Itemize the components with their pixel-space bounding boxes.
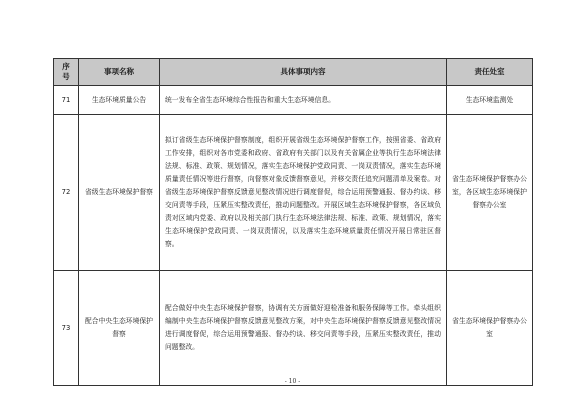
row-item-name: 配合中央生态环境保护督察: [79, 271, 160, 386]
header-serial-line1: 序: [62, 62, 70, 71]
table-row: [54, 115, 533, 271]
table-header-row: [54, 59, 533, 86]
row-item-name: 生态环境质量公告: [79, 86, 160, 115]
row-responsible-dept: 省生态环境保护督察办公室，各区域生态环境保护督察办公室: [447, 115, 533, 271]
page-number: - 10 -: [284, 378, 301, 385]
row-number: 72: [54, 115, 79, 271]
responsibility-table: [53, 58, 533, 386]
header-serial-line2: 号: [62, 72, 70, 81]
row-item-content: 统一发布全省生态环境综合性报告和重大生态环境信息。: [160, 86, 447, 115]
header-serial-number: [54, 59, 79, 86]
row-responsible-dept: 省生态环境保护督察办公室: [447, 271, 533, 386]
row-number: 73: [54, 271, 79, 386]
header-item-content: 具体事项内容: [160, 59, 447, 86]
row-item-content: 配合做好中央生态环境保护督察，协调有关方面做好迎检准备和服务保障等工作。牵头组织编制中央生态环境保护督察反馈意见整改方案，对中央生态环境保护督察反馈意见整改情况进行调度督促，综合运用预警通报、督办约谈、移交问责等手段，压紧压实整改责任，推动问题整改。: [160, 271, 447, 386]
row-item-name: 省级生态环境保护督察: [79, 115, 160, 271]
header-responsible-dept: 责任处室: [447, 59, 533, 86]
header-item-name: 事项名称: [79, 59, 160, 86]
table-row: [54, 86, 533, 115]
row-number: 71: [54, 86, 79, 115]
row-item-content: 拟订省级生态环境保护督察制度，组织开展省级生态环境保护督察工作，按照省委、省政府工作安排，组织对各市党委和政府、省政府有关部门以及有关省属企业等执行生态环境法律法规、标准、政策、规划情况，落实生态环境保护党政同责、一岗双责情况，落实生态环境质量责任情况等进行督察，向督察对象反馈督察意见，并移交责任追究问题清单及案卷。对省级生态环境保护督察反馈意见整改情况进行调度督促，综合运用预警通报、督办约谈、移交问责等手段，压紧压实整改责任，推动问题整改。开展区域生态环境保护督察，各区域负责对区域内党委、政府以及相关部门执行生态环境法律法规、标准、政策、规划情况，落实生态环境保护党政同责、一岗双责情况，以及落实生态环境质量责任情况开展日常驻区督察。: [160, 115, 447, 271]
table-row: [54, 271, 533, 386]
row-responsible-dept: 生态环境监测处: [447, 86, 533, 115]
